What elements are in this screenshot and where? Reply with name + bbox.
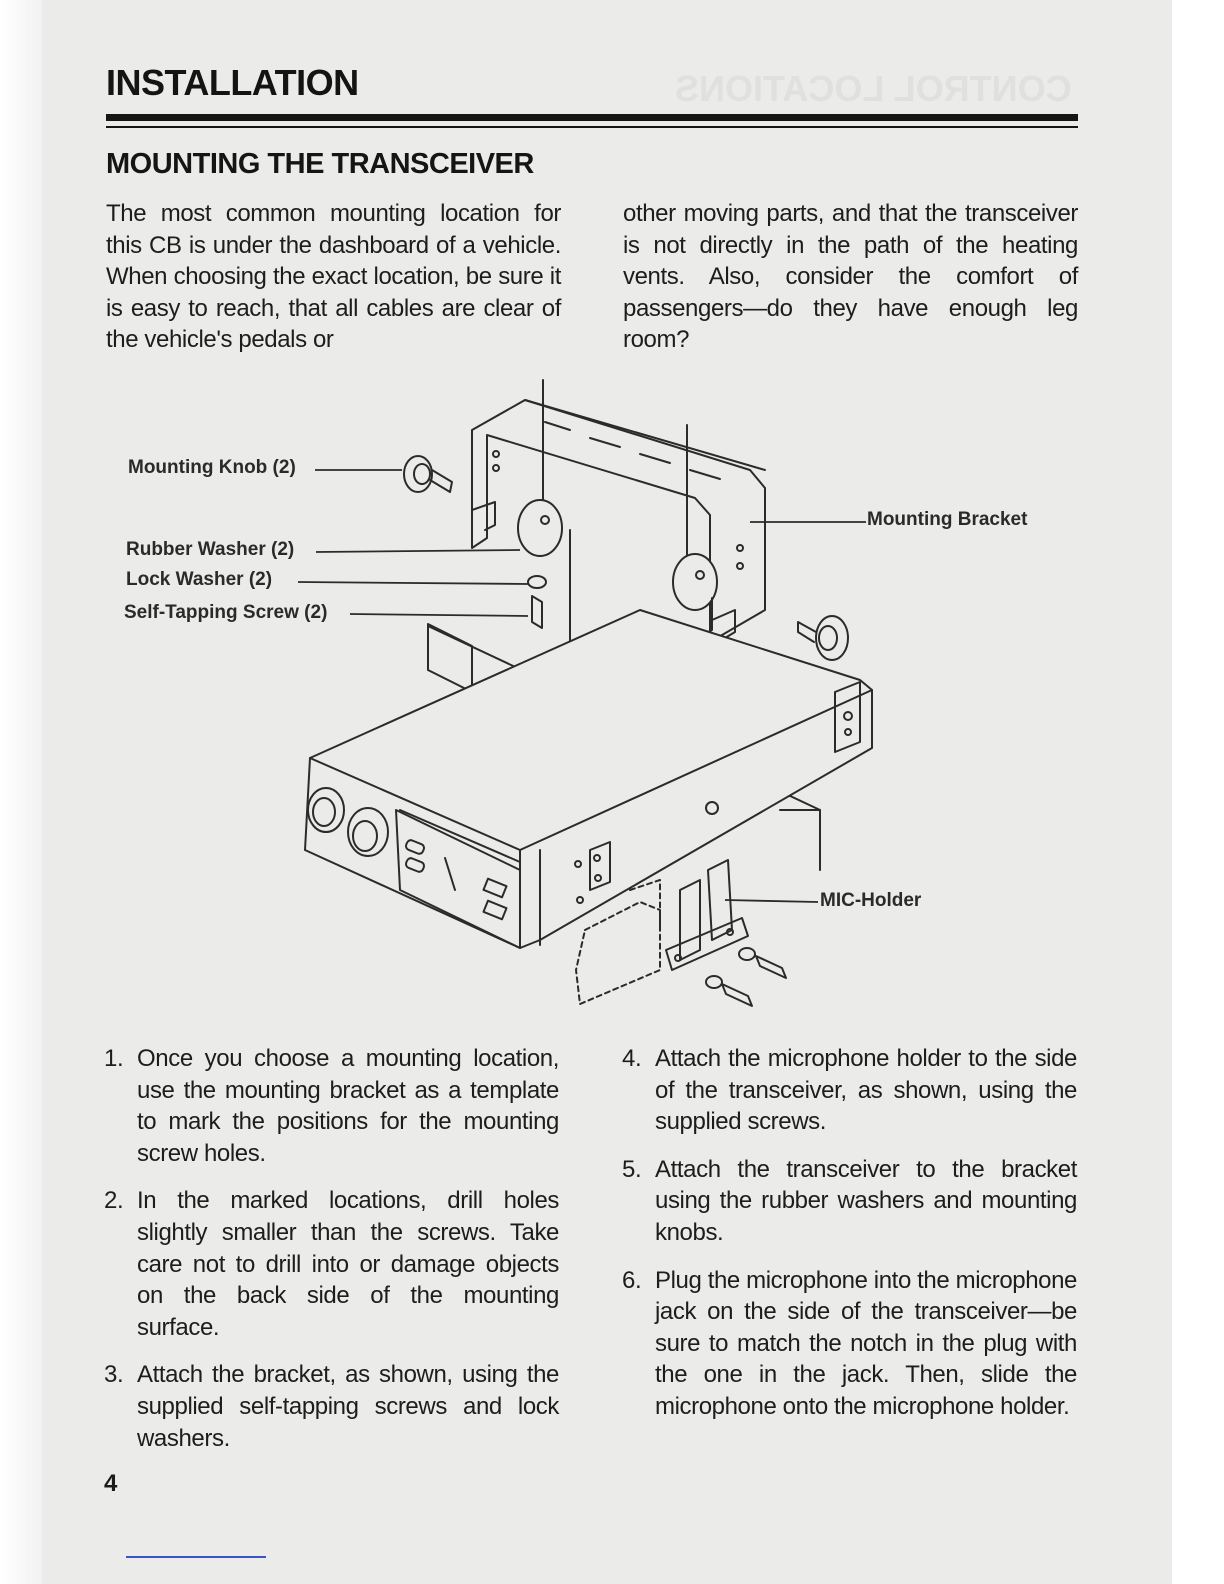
steps-list-left [104, 1043, 559, 1470]
page-margin [0, 0, 42, 1584]
step-number: 1. [104, 1045, 124, 1072]
step-text: Plug the microphone into the microphone jack on the side of the transceiver—be sure to match the notch in the plug with the one in the jack. Then, slide the microphone onto the microphone holder. [655, 1266, 1078, 1420]
label-lock-washer: Lock Washer (2) [126, 569, 273, 590]
mounting-knob [404, 456, 452, 492]
rubber-washer [673, 554, 717, 610]
step-item [104, 1185, 559, 1343]
step-item [622, 1043, 1077, 1138]
step-text: Attach the bracket, as shown, using the supplied self-tapping screws and lock washers. [137, 1361, 559, 1452]
label-self-tapping-screw: Self-Tapping Screw (2) [124, 602, 328, 623]
mic-holder-screw [706, 976, 752, 1006]
step-item [622, 1154, 1077, 1249]
step-number: 4. [622, 1045, 642, 1072]
bleed-through-text: CONTROL LOCATIONS [675, 68, 1072, 109]
step-text: Once you choose a mounting location, use the mounting bracket as a template to mark the positions for the mounting screw holes. [137, 1045, 559, 1167]
step-text: Attach the transceiver to the bracket using the rubber washers and mounting knobs. [655, 1155, 1077, 1246]
transceiver-body [305, 610, 872, 948]
label-mounting-bracket: Mounting Bracket [867, 509, 1028, 530]
step-item [622, 1265, 1077, 1423]
step-number: 5. [622, 1155, 642, 1183]
rubber-washer [518, 500, 562, 556]
mic-holder-screw [739, 948, 786, 978]
step-text: In the marked locations, drill holes slightly smaller than the screws. Take care not to drill into or damage objects on the back side of the mounting surface. [137, 1187, 559, 1341]
installation-diagram [100, 370, 1100, 1020]
label-rubber-washer: Rubber Washer (2) [126, 539, 295, 560]
step-item [104, 1359, 559, 1454]
intro-paragraph-right: other moving parts, and that the transceiver is not directly in the path of the heating vents. Also, consider the comfort of passengers—do they have enough leg room? [623, 200, 1078, 354]
step-number: 6. [622, 1266, 642, 1294]
step-item [104, 1043, 559, 1169]
steps-list-right [622, 1043, 1077, 1439]
mic-holder [666, 860, 748, 970]
step-number: 3. [104, 1361, 124, 1389]
heading-rule-thin [106, 126, 1078, 128]
control-knob [308, 788, 344, 832]
label-mic-holder: MIC-Holder [820, 890, 922, 911]
step-number: 2. [104, 1187, 124, 1215]
mounting-bracket [472, 400, 765, 642]
link-underline [126, 1556, 266, 1558]
step-text: Attach the microphone holder to the side of the transceiver, as shown, using the supplied screws. [655, 1045, 1077, 1136]
control-knob [348, 808, 388, 856]
page-number: 4 [104, 1470, 118, 1497]
subsection-heading: MOUNTING THE TRANSCEIVER [106, 148, 534, 180]
heading-rule [106, 114, 1078, 121]
section-heading: INSTALLATION [106, 62, 359, 103]
label-mounting-knob: Mounting Knob (2) [128, 457, 296, 478]
intro-paragraph-left: The most common mounting location for this CB is under the dashboard of a vehicle. When choosing the exact location, be sure it is easy to reach, that all cables are clear of the vehicle's pedals or [106, 200, 561, 354]
mounting-knob [798, 616, 848, 660]
